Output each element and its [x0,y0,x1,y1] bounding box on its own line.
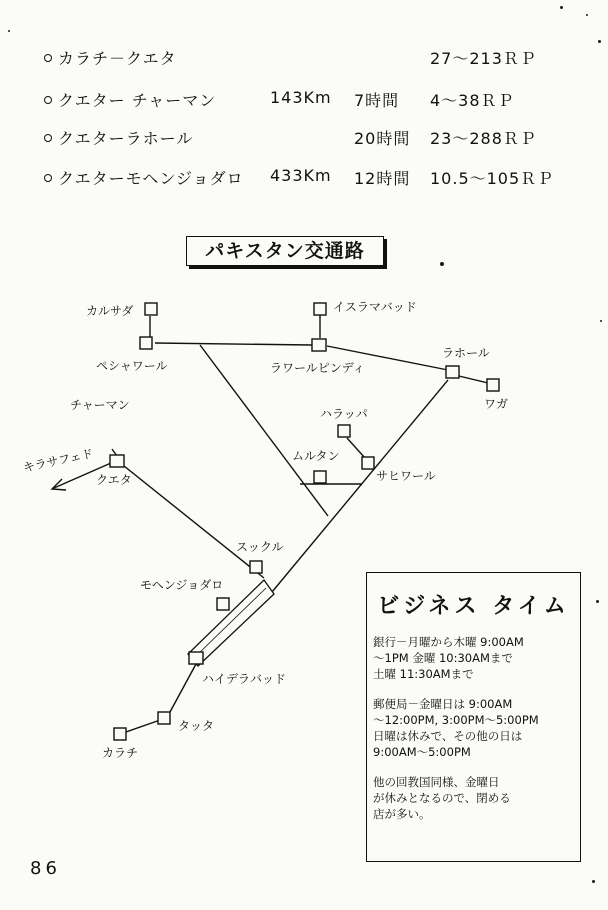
city-label-waga: ワガ [484,397,509,411]
city-marker [338,425,350,437]
city-label-mohenjodaro: モヘンジョダロ [140,578,224,592]
city-marker [487,379,499,391]
route-name: クエター チャーマン [58,91,217,110]
page-number: 86 [30,858,61,879]
business-time-box [366,572,581,862]
note-line: が休みとなるので、閉める [373,791,511,805]
bank-hours-line: 銀行－月曜から木曜 9:00AM [373,635,524,649]
route-distance: 143Km [270,88,332,107]
city-marker [362,457,374,469]
city-marker [140,337,152,349]
post-office-hours-line: ～12:00PM, 3:00PM～5:00PM [373,713,539,727]
city-marker [314,471,326,483]
road-line [124,466,264,578]
route-name: クエターモヘンジョダロ [58,169,244,188]
city-label-quetta: クエタ [96,473,132,487]
post-office-hours-line: 日曜は休みで、その他の日は [373,729,523,743]
city-label-kirasafed: キラサフェド [21,446,95,475]
road-line [170,664,196,712]
city-marker [158,712,170,724]
city-marker [189,652,203,664]
spacer [373,682,574,696]
city-marker [250,561,262,573]
route-fare: 27～213ＲＰ [430,49,537,68]
city-label-lahore: ラホール [442,346,490,360]
business-time-title: ビジネス タイム [377,594,570,619]
road-line [347,438,365,458]
city-marker [114,728,126,740]
route-fare: 10.5～105ＲＰ [430,169,555,188]
city-label-multan: ムルタン [292,449,340,463]
bank-hours-line: ～1PM 金曜 10:30AMまで [373,651,513,665]
city-label-chaman: チャーマン [70,398,130,412]
city-marker [145,303,157,315]
city-marker [110,455,124,467]
route-distance: 433Km [270,166,332,185]
road-line [459,376,488,383]
note-line: 他の回教国同様、金曜日 [373,775,500,789]
city-label-thatta: タッタ [178,719,215,733]
post-office-hours-line: 9:00AM～5:00PM [373,745,471,759]
arrow-icon [52,479,66,490]
city-label-sukkur: スックル [236,540,284,554]
city-label-hyderabad: ハイデラバッド [202,672,287,686]
route-time: 12時間 [354,169,411,188]
city-marker [314,303,326,315]
map-title: パキスタン交通路 [186,236,384,266]
route-fare: 4～38ＲＰ [430,91,515,110]
city-label-islamabad: イスラマバッド [333,300,417,314]
city-label-rawalpindi: ラワールピンディ [270,361,365,375]
city-marker [446,366,459,378]
spacer [373,760,574,774]
city-marker [312,339,326,351]
route-time: 20時間 [354,129,411,148]
road-line [155,343,312,345]
route-name: クエターラホール [58,129,194,148]
city-label-karsada: カルサダ [86,304,134,318]
route-fare: 23～288ＲＰ [430,129,537,148]
city-label-karachi: カラチ [102,746,139,760]
post-office-hours-line: 郵便局－金曜日は 9:00AM [373,697,513,711]
route-name: カラチ－クエタ [58,49,177,68]
route-time: 7時間 [354,91,400,110]
city-label-peshawar: ペシャワール [96,359,168,373]
city-marker [217,598,229,610]
bank-hours-line: 土曜 11:30AMまで [373,667,474,681]
note-line: 店が多い。 [373,807,431,821]
city-label-harappa: ハラッパ [320,407,368,421]
rail-band-inner [196,588,266,656]
city-label-sahiwal: サヒワール [376,469,436,483]
